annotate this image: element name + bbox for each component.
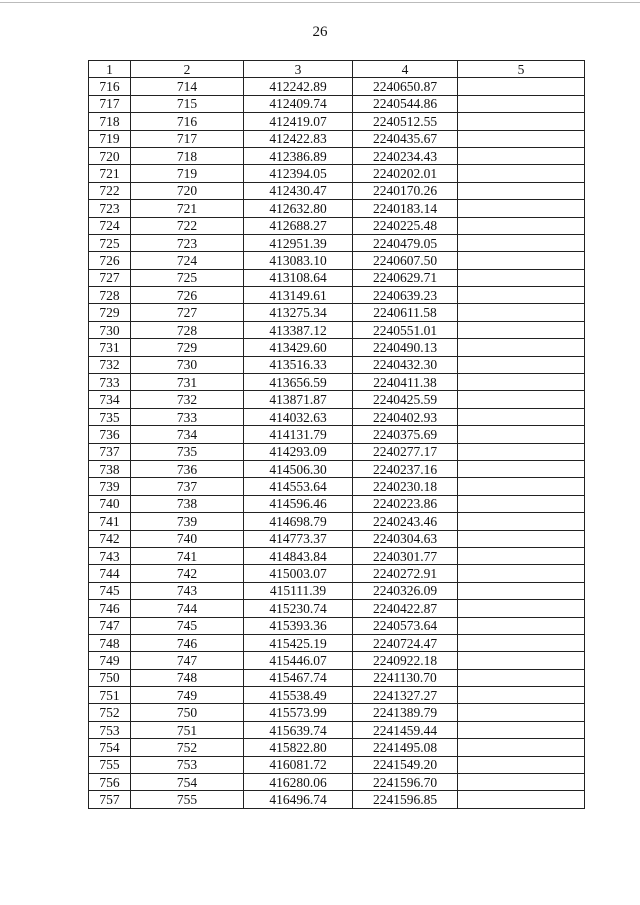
table-cell: 414843.84: [244, 547, 353, 564]
table-cell: 716: [131, 113, 244, 130]
table-cell: [458, 704, 585, 721]
table-cell: 414596.46: [244, 495, 353, 512]
table-row: [89, 304, 585, 321]
table-cell: 754: [89, 739, 131, 756]
table-row: [89, 478, 585, 495]
table-cell: [458, 78, 585, 95]
table-cell: 2241596.85: [353, 791, 458, 808]
table-cell: 2241130.70: [353, 669, 458, 686]
table-cell: 412394.05: [244, 165, 353, 182]
table-cell: 2240573.64: [353, 617, 458, 634]
table-cell: 756: [89, 774, 131, 791]
table-cell: 415393.36: [244, 617, 353, 634]
table-cell: [458, 687, 585, 704]
table-cell: 415538.49: [244, 687, 353, 704]
table-cell: 415230.74: [244, 600, 353, 617]
table-row: [89, 721, 585, 738]
page-number: 26: [312, 24, 328, 40]
table-row: [89, 234, 585, 251]
table-cell: 413516.33: [244, 356, 353, 373]
table-row: [89, 704, 585, 721]
table-cell: 736: [131, 460, 244, 477]
column-header: 5: [458, 61, 585, 78]
table-row: [89, 269, 585, 286]
table-cell: 2240425.59: [353, 391, 458, 408]
table-cell: 730: [131, 356, 244, 373]
table-cell: 735: [131, 443, 244, 460]
column-header: 1: [89, 61, 131, 78]
table-cell: 717: [131, 130, 244, 147]
table-cell: 412688.27: [244, 217, 353, 234]
table-cell: 741: [89, 513, 131, 530]
table-row: [89, 756, 585, 773]
table-cell: 735: [89, 408, 131, 425]
table-cell: [458, 565, 585, 582]
table-row: [89, 443, 585, 460]
table-cell: 754: [131, 774, 244, 791]
table-cell: 741: [131, 547, 244, 564]
table-cell: 413656.59: [244, 374, 353, 391]
table-cell: [458, 95, 585, 112]
table-row: [89, 408, 585, 425]
table-header-row: [89, 61, 585, 78]
table-cell: 2240243.46: [353, 513, 458, 530]
table-cell: 732: [131, 391, 244, 408]
table-row: [89, 182, 585, 199]
table-cell: 413429.60: [244, 339, 353, 356]
table-cell: 2240611.58: [353, 304, 458, 321]
table-cell: 751: [89, 687, 131, 704]
table-cell: 2240170.26: [353, 182, 458, 199]
table-cell: [458, 600, 585, 617]
table-cell: [458, 217, 585, 234]
table-cell: 2241549.20: [353, 756, 458, 773]
table-cell: 724: [89, 217, 131, 234]
table-cell: 2240375.69: [353, 426, 458, 443]
table-cell: 722: [89, 182, 131, 199]
table-row: [89, 495, 585, 512]
table-cell: 2240724.47: [353, 634, 458, 651]
table-cell: 2240435.67: [353, 130, 458, 147]
table-row: [89, 252, 585, 269]
table-cell: 746: [89, 600, 131, 617]
table-cell: 755: [89, 756, 131, 773]
table-cell: 415467.74: [244, 669, 353, 686]
table-cell: 737: [131, 478, 244, 495]
table-cell: 734: [89, 391, 131, 408]
table-cell: 745: [131, 617, 244, 634]
table-cell: 2240411.38: [353, 374, 458, 391]
table-cell: 2240639.23: [353, 287, 458, 304]
table-row: [89, 391, 585, 408]
table-cell: 748: [131, 669, 244, 686]
table-cell: 721: [131, 200, 244, 217]
table-row: [89, 460, 585, 477]
table-cell: 414293.09: [244, 443, 353, 460]
table-cell: 2240544.86: [353, 95, 458, 112]
table-cell: 753: [131, 756, 244, 773]
table-cell: 413275.34: [244, 304, 353, 321]
table-cell: [458, 652, 585, 669]
table-cell: [458, 547, 585, 564]
table-cell: 412386.89: [244, 147, 353, 164]
table-cell: 2241389.79: [353, 704, 458, 721]
table-cell: 2240922.18: [353, 652, 458, 669]
table-row: [89, 339, 585, 356]
table-cell: [458, 304, 585, 321]
table-cell: [458, 130, 585, 147]
table-row: [89, 356, 585, 373]
table-cell: 749: [131, 687, 244, 704]
table-cell: 719: [89, 130, 131, 147]
table-cell: 412430.47: [244, 182, 353, 199]
table-row: [89, 687, 585, 704]
table-cell: 2240277.17: [353, 443, 458, 460]
table-cell: [458, 269, 585, 286]
table-cell: 736: [89, 426, 131, 443]
table-cell: 2240304.63: [353, 530, 458, 547]
table-cell: 747: [131, 652, 244, 669]
table-row: [89, 287, 585, 304]
coordinates-table: [88, 60, 585, 809]
table-cell: 752: [131, 739, 244, 756]
table-cell: 728: [131, 321, 244, 338]
table-cell: 746: [131, 634, 244, 651]
table-cell: 412419.07: [244, 113, 353, 130]
table-cell: 747: [89, 617, 131, 634]
table-cell: [458, 495, 585, 512]
table-cell: 413871.87: [244, 391, 353, 408]
table-row: [89, 600, 585, 617]
column-header: 2: [131, 61, 244, 78]
table-cell: 2240512.55: [353, 113, 458, 130]
table-cell: 740: [89, 495, 131, 512]
table-row: [89, 113, 585, 130]
table-cell: 415425.19: [244, 634, 353, 651]
table-cell: 413108.64: [244, 269, 353, 286]
table-cell: 2240629.71: [353, 269, 458, 286]
table-cell: [458, 426, 585, 443]
table-cell: 740: [131, 530, 244, 547]
table-cell: 416280.06: [244, 774, 353, 791]
table-cell: [458, 460, 585, 477]
table-cell: 726: [89, 252, 131, 269]
table-cell: 2240230.18: [353, 478, 458, 495]
table-cell: 2240237.16: [353, 460, 458, 477]
table-cell: 2240202.01: [353, 165, 458, 182]
table-body: [89, 78, 585, 808]
table-cell: [458, 530, 585, 547]
table-cell: 414032.63: [244, 408, 353, 425]
table-cell: 414553.64: [244, 478, 353, 495]
table-cell: 749: [89, 652, 131, 669]
table-cell: [458, 756, 585, 773]
table-cell: 413083.10: [244, 252, 353, 269]
table-cell: 2240607.50: [353, 252, 458, 269]
table-cell: 737: [89, 443, 131, 460]
table-cell: 738: [89, 460, 131, 477]
table-cell: 738: [131, 495, 244, 512]
table-cell: 2240225.48: [353, 217, 458, 234]
table-cell: 750: [131, 704, 244, 721]
table-cell: [458, 287, 585, 304]
table-row: [89, 513, 585, 530]
table-cell: 715: [131, 95, 244, 112]
table-cell: 729: [89, 304, 131, 321]
table-cell: 730: [89, 321, 131, 338]
table-cell: [458, 582, 585, 599]
table-row: [89, 147, 585, 164]
table-cell: [458, 374, 585, 391]
table-cell: 733: [89, 374, 131, 391]
table-cell: 412422.83: [244, 130, 353, 147]
table-cell: 720: [89, 147, 131, 164]
table-cell: 2240272.91: [353, 565, 458, 582]
table-cell: 727: [131, 304, 244, 321]
table-cell: [458, 113, 585, 130]
table-row: [89, 652, 585, 669]
table-row: [89, 200, 585, 217]
table-cell: 744: [131, 600, 244, 617]
table-cell: 413387.12: [244, 321, 353, 338]
table-row: [89, 617, 585, 634]
table-cell: 2240301.77: [353, 547, 458, 564]
table-cell: 743: [89, 547, 131, 564]
table-cell: 2241459.44: [353, 721, 458, 738]
table-cell: 2240183.14: [353, 200, 458, 217]
table-cell: 714: [131, 78, 244, 95]
table-row: [89, 774, 585, 791]
table-cell: [458, 339, 585, 356]
table-cell: [458, 200, 585, 217]
table-row: [89, 582, 585, 599]
table-cell: 744: [89, 565, 131, 582]
table-row: [89, 374, 585, 391]
table-cell: 757: [89, 791, 131, 808]
table-cell: 2241495.08: [353, 739, 458, 756]
table-row: [89, 565, 585, 582]
table-cell: 414698.79: [244, 513, 353, 530]
table-cell: 731: [131, 374, 244, 391]
table-cell: 415446.07: [244, 652, 353, 669]
table-row: [89, 530, 585, 547]
table-cell: [458, 391, 585, 408]
table-cell: 752: [89, 704, 131, 721]
table-cell: 2240326.09: [353, 582, 458, 599]
table-cell: [458, 478, 585, 495]
table-row: [89, 739, 585, 756]
table-cell: 415111.39: [244, 582, 353, 599]
table-cell: 732: [89, 356, 131, 373]
table-cell: 724: [131, 252, 244, 269]
table-cell: [458, 634, 585, 651]
table-cell: 723: [89, 200, 131, 217]
table-cell: 416081.72: [244, 756, 353, 773]
table-cell: 2240432.30: [353, 356, 458, 373]
table-cell: 415822.80: [244, 739, 353, 756]
table-row: [89, 165, 585, 182]
table-cell: [458, 252, 585, 269]
table-cell: 720: [131, 182, 244, 199]
table-cell: 721: [89, 165, 131, 182]
table-cell: 745: [89, 582, 131, 599]
table-cell: [458, 791, 585, 808]
table-cell: 728: [89, 287, 131, 304]
table-cell: 743: [131, 582, 244, 599]
table-cell: 414773.37: [244, 530, 353, 547]
table-cell: [458, 721, 585, 738]
table-row: [89, 547, 585, 564]
table-row: [89, 217, 585, 234]
table-cell: 413149.61: [244, 287, 353, 304]
column-header: 4: [353, 61, 458, 78]
table-cell: 2240402.93: [353, 408, 458, 425]
table-cell: 718: [89, 113, 131, 130]
table-cell: 412951.39: [244, 234, 353, 251]
table-cell: 726: [131, 287, 244, 304]
table-row: [89, 321, 585, 338]
table-cell: [458, 408, 585, 425]
table-cell: 748: [89, 634, 131, 651]
table-cell: 750: [89, 669, 131, 686]
table-cell: 2241596.70: [353, 774, 458, 791]
table-cell: 2240422.87: [353, 600, 458, 617]
table-cell: [458, 165, 585, 182]
table-row: [89, 130, 585, 147]
table-cell: 722: [131, 217, 244, 234]
table-cell: 412409.74: [244, 95, 353, 112]
table-cell: 412632.80: [244, 200, 353, 217]
table-row: [89, 791, 585, 808]
table-cell: [458, 617, 585, 634]
table-cell: 2240234.43: [353, 147, 458, 164]
table-row: [89, 634, 585, 651]
table-row: [89, 78, 585, 95]
table-cell: 412242.89: [244, 78, 353, 95]
table-cell: 731: [89, 339, 131, 356]
table-cell: 751: [131, 721, 244, 738]
table-cell: [458, 321, 585, 338]
table-row: [89, 426, 585, 443]
top-rule: [0, 2, 640, 3]
table-cell: 2240490.13: [353, 339, 458, 356]
table-cell: [458, 669, 585, 686]
table-cell: 739: [131, 513, 244, 530]
table-cell: [458, 513, 585, 530]
table-cell: 718: [131, 147, 244, 164]
table-cell: 416496.74: [244, 791, 353, 808]
table-cell: 725: [131, 269, 244, 286]
table-cell: 739: [89, 478, 131, 495]
table-cell: 719: [131, 165, 244, 182]
table-cell: [458, 356, 585, 373]
table-cell: 725: [89, 234, 131, 251]
table-cell: 733: [131, 408, 244, 425]
table-cell: 415573.99: [244, 704, 353, 721]
table-cell: [458, 147, 585, 164]
table-cell: 742: [89, 530, 131, 547]
table-cell: 717: [89, 95, 131, 112]
table-cell: 755: [131, 791, 244, 808]
table-cell: [458, 774, 585, 791]
table-cell: 2240223.86: [353, 495, 458, 512]
table-cell: 716: [89, 78, 131, 95]
table-cell: 734: [131, 426, 244, 443]
table-cell: 723: [131, 234, 244, 251]
table-cell: 415003.07: [244, 565, 353, 582]
table-cell: 753: [89, 721, 131, 738]
column-header: 3: [244, 61, 353, 78]
table-cell: 727: [89, 269, 131, 286]
table-cell: [458, 234, 585, 251]
table-cell: 414131.79: [244, 426, 353, 443]
table-cell: [458, 739, 585, 756]
table-cell: 2240551.01: [353, 321, 458, 338]
table-cell: 2241327.27: [353, 687, 458, 704]
table-row: [89, 669, 585, 686]
table-cell: 415639.74: [244, 721, 353, 738]
table-cell: 742: [131, 565, 244, 582]
table-cell: 414506.30: [244, 460, 353, 477]
table-cell: 2240479.05: [353, 234, 458, 251]
table-cell: 729: [131, 339, 244, 356]
table-cell: [458, 182, 585, 199]
table-cell: 2240650.87: [353, 78, 458, 95]
table-row: [89, 95, 585, 112]
table-cell: [458, 443, 585, 460]
